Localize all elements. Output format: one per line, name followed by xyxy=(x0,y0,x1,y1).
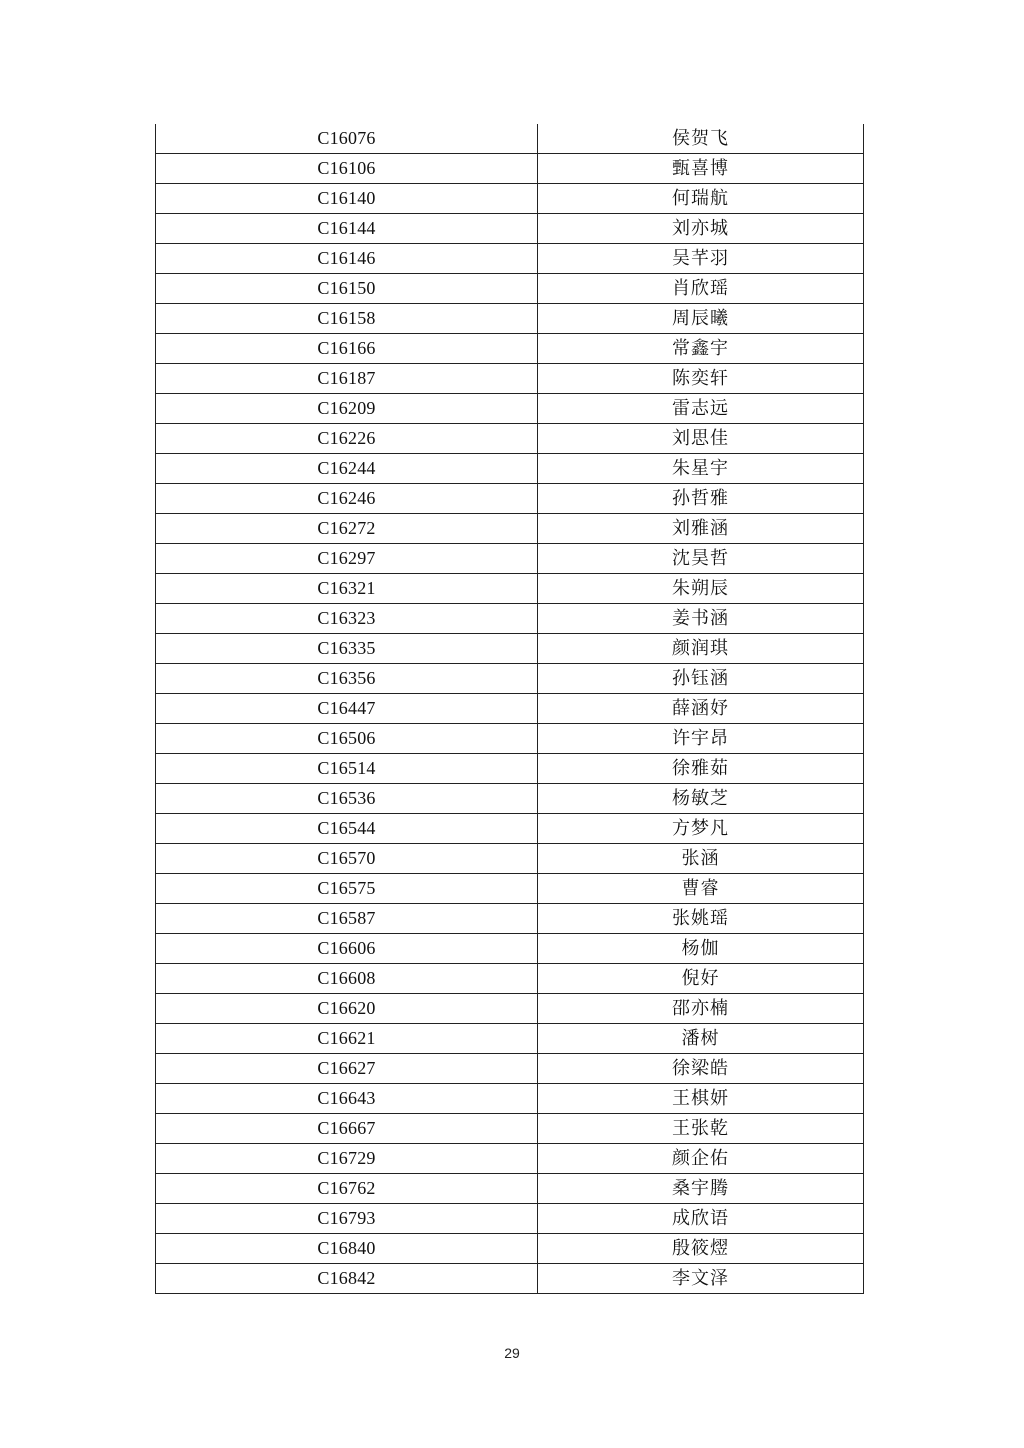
student-id-cell: C16297 xyxy=(156,544,538,574)
student-id-cell: C16544 xyxy=(156,814,538,844)
student-id-cell: C16793 xyxy=(156,1204,538,1234)
student-id-cell: C16321 xyxy=(156,574,538,604)
student-name-cell: 倪好 xyxy=(538,964,864,994)
student-id-cell: C16356 xyxy=(156,664,538,694)
student-id-cell: C16106 xyxy=(156,154,538,184)
table-row xyxy=(156,604,864,634)
student-name-cell: 侯贺飞 xyxy=(538,124,864,154)
table-row xyxy=(156,1114,864,1144)
table-row xyxy=(156,574,864,604)
student-name-cell: 沈昊哲 xyxy=(538,544,864,574)
table-row xyxy=(156,694,864,724)
student-id-cell: C16323 xyxy=(156,604,538,634)
student-name-cell: 王张乾 xyxy=(538,1114,864,1144)
student-id-cell: C16447 xyxy=(156,694,538,724)
student-name-cell: 李文泽 xyxy=(538,1264,864,1294)
student-name-cell: 曹睿 xyxy=(538,874,864,904)
student-id-cell: C16643 xyxy=(156,1084,538,1114)
student-id-cell: C16627 xyxy=(156,1054,538,1084)
student-id-cell: C16209 xyxy=(156,394,538,424)
student-id-cell: C16166 xyxy=(156,334,538,364)
table-row xyxy=(156,1264,864,1294)
student-id-cell: C16840 xyxy=(156,1234,538,1264)
student-id-cell: C16244 xyxy=(156,454,538,484)
table-row xyxy=(156,934,864,964)
student-id-cell: C16536 xyxy=(156,784,538,814)
table-row xyxy=(156,1144,864,1174)
student-name-cell: 王棋妍 xyxy=(538,1084,864,1114)
table-row xyxy=(156,544,864,574)
student-id-cell: C16762 xyxy=(156,1174,538,1204)
student-name-cell: 薛涵妤 xyxy=(538,694,864,724)
table-row xyxy=(156,454,864,484)
student-name-cell: 刘思佳 xyxy=(538,424,864,454)
student-id-cell: C16146 xyxy=(156,244,538,274)
table-row xyxy=(156,1024,864,1054)
student-name-cell: 孙哲雅 xyxy=(538,484,864,514)
table-row xyxy=(156,214,864,244)
table-row xyxy=(156,844,864,874)
student-name-cell: 桑宇腾 xyxy=(538,1174,864,1204)
student-name-cell: 邵亦楠 xyxy=(538,994,864,1024)
student-name-cell: 徐雅茹 xyxy=(538,754,864,784)
student-id-cell: C16272 xyxy=(156,514,538,544)
table-row xyxy=(156,964,864,994)
student-id-cell: C16158 xyxy=(156,304,538,334)
student-name-cell: 徐梁皓 xyxy=(538,1054,864,1084)
table-row xyxy=(156,1204,864,1234)
table-row xyxy=(156,1234,864,1264)
student-id-cell: C16667 xyxy=(156,1114,538,1144)
student-name-cell: 朱朔辰 xyxy=(538,574,864,604)
student-id-cell: C16621 xyxy=(156,1024,538,1054)
student-id-cell: C16506 xyxy=(156,724,538,754)
table-row xyxy=(156,1084,864,1114)
student-name-cell: 周辰曦 xyxy=(538,304,864,334)
student-id-cell: C16140 xyxy=(156,184,538,214)
table-row xyxy=(156,994,864,1024)
student-name-cell: 孙钰涵 xyxy=(538,664,864,694)
table-row xyxy=(156,754,864,784)
student-id-cell: C16226 xyxy=(156,424,538,454)
student-id-cell: C16076 xyxy=(156,124,538,154)
student-name-cell: 杨敏芝 xyxy=(538,784,864,814)
roster-table xyxy=(155,124,864,1294)
student-name-cell: 颜润琪 xyxy=(538,634,864,664)
student-name-cell: 方梦凡 xyxy=(538,814,864,844)
student-name-cell: 陈奕轩 xyxy=(538,364,864,394)
student-name-cell: 张姚瑶 xyxy=(538,904,864,934)
table-row xyxy=(156,904,864,934)
table-row xyxy=(156,874,864,904)
table-row xyxy=(156,1054,864,1084)
table-row xyxy=(156,814,864,844)
table-row xyxy=(156,244,864,274)
student-id-cell: C16587 xyxy=(156,904,538,934)
student-name-cell: 姜书涵 xyxy=(538,604,864,634)
table-row xyxy=(156,364,864,394)
student-id-cell: C16335 xyxy=(156,634,538,664)
student-id-cell: C16187 xyxy=(156,364,538,394)
table-row xyxy=(156,484,864,514)
table-row xyxy=(156,664,864,694)
roster-table-body xyxy=(156,124,864,1294)
student-name-cell: 甄喜博 xyxy=(538,154,864,184)
table-row xyxy=(156,424,864,454)
student-id-cell: C16575 xyxy=(156,874,538,904)
student-name-cell: 朱星宇 xyxy=(538,454,864,484)
table-row xyxy=(156,304,864,334)
student-id-cell: C16570 xyxy=(156,844,538,874)
table-row xyxy=(156,1174,864,1204)
student-name-cell: 雷志远 xyxy=(538,394,864,424)
student-name-cell: 潘树 xyxy=(538,1024,864,1054)
student-name-cell: 肖欣瑶 xyxy=(538,274,864,304)
student-id-cell: C16150 xyxy=(156,274,538,304)
table-row xyxy=(156,274,864,304)
table-row xyxy=(156,724,864,754)
table-row xyxy=(156,334,864,364)
student-id-cell: C16606 xyxy=(156,934,538,964)
page-number: 29 xyxy=(504,1345,520,1361)
table-row xyxy=(156,514,864,544)
student-id-cell: C16246 xyxy=(156,484,538,514)
table-row xyxy=(156,784,864,814)
table-row xyxy=(156,394,864,424)
table-row xyxy=(156,184,864,214)
student-id-cell: C16608 xyxy=(156,964,538,994)
table-row xyxy=(156,124,864,154)
student-name-cell: 成欣语 xyxy=(538,1204,864,1234)
student-name-cell: 吴芊羽 xyxy=(538,244,864,274)
student-name-cell: 刘亦城 xyxy=(538,214,864,244)
student-id-cell: C16620 xyxy=(156,994,538,1024)
student-name-cell: 殷筱熤 xyxy=(538,1234,864,1264)
student-name-cell: 何瑞航 xyxy=(538,184,864,214)
student-id-cell: C16144 xyxy=(156,214,538,244)
student-name-cell: 杨伽 xyxy=(538,934,864,964)
student-name-cell: 常鑫宇 xyxy=(538,334,864,364)
student-name-cell: 颜企佑 xyxy=(538,1144,864,1174)
student-name-cell: 许宇昂 xyxy=(538,724,864,754)
table-row xyxy=(156,634,864,664)
student-id-cell: C16729 xyxy=(156,1144,538,1174)
student-id-cell: C16514 xyxy=(156,754,538,784)
student-name-cell: 张涵 xyxy=(538,844,864,874)
table-row xyxy=(156,154,864,184)
student-id-cell: C16842 xyxy=(156,1264,538,1294)
student-name-cell: 刘雅涵 xyxy=(538,514,864,544)
